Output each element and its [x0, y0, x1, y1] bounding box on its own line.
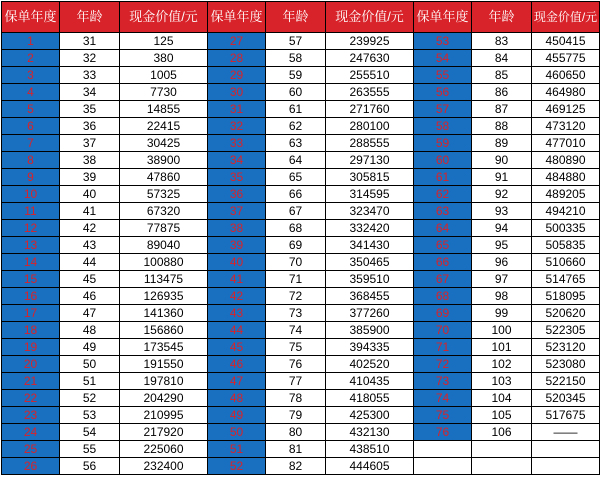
age-cell: [472, 441, 532, 458]
policy-year-cell: 72: [414, 356, 472, 373]
age-cell: 45: [60, 271, 120, 288]
policy-year-cell: 63: [414, 203, 472, 220]
policy-year-cell: 35: [208, 169, 266, 186]
table-row: [2, 339, 600, 356]
cash-value-cell: 113475: [120, 271, 208, 288]
cash-value-cell: 418055: [326, 390, 414, 407]
age-cell: 52: [60, 390, 120, 407]
table-row: [2, 50, 600, 67]
age-cell: 49: [60, 339, 120, 356]
policy-year-cell: 30: [208, 84, 266, 101]
age-cell: 104: [472, 390, 532, 407]
age-cell: 62: [266, 118, 326, 135]
cash-value-cell: 125: [120, 33, 208, 50]
cash-value-cell: 38900: [120, 152, 208, 169]
table-row: [2, 441, 600, 458]
table-row: [2, 424, 600, 441]
table-row: [2, 322, 600, 339]
policy-year-cell: 44: [208, 322, 266, 339]
cash-value-cell: 314595: [326, 186, 414, 203]
cash-value-cell: 100880: [120, 254, 208, 271]
age-cell: 96: [472, 254, 532, 271]
age-cell: 34: [60, 84, 120, 101]
age-cell: 85: [472, 67, 532, 84]
cash-value-cell: 323470: [326, 203, 414, 220]
age-cell: 97: [472, 271, 532, 288]
age-cell: 35: [60, 101, 120, 118]
policy-year-cell: 24: [2, 424, 60, 441]
age-cell: 56: [60, 458, 120, 475]
age-cell: 65: [266, 169, 326, 186]
cash-value-cell: 510660: [532, 254, 600, 271]
table-row: [2, 33, 600, 50]
policy-year-cell: 62: [414, 186, 472, 203]
policy-year-cell: 59: [414, 135, 472, 152]
cash-value-cell: 480890: [532, 152, 600, 169]
table-row: [2, 305, 600, 322]
cash-value-cell: 489205: [532, 186, 600, 203]
policy-year-cell: 60: [414, 152, 472, 169]
age-cell: 86: [472, 84, 532, 101]
table-row: [2, 186, 600, 203]
age-cell: 38: [60, 152, 120, 169]
policy-year-cell: 16: [2, 288, 60, 305]
policy-year-cell: 76: [414, 424, 472, 441]
age-cell: 73: [266, 305, 326, 322]
age-cell: 106: [472, 424, 532, 441]
age-cell: 79: [266, 407, 326, 424]
cash-value-cell: 410435: [326, 373, 414, 390]
age-cell: 103: [472, 373, 532, 390]
table-row: [2, 169, 600, 186]
policy-year-cell: 8: [2, 152, 60, 169]
age-cell: 37: [60, 135, 120, 152]
cash-value-cell: 520620: [532, 305, 600, 322]
age-cell: 51: [60, 373, 120, 390]
cash-value-cell: ——: [532, 424, 600, 441]
age-cell: 47: [60, 305, 120, 322]
table-row: [2, 203, 600, 220]
cash-value-cell: 341430: [326, 237, 414, 254]
policy-year-cell: 29: [208, 67, 266, 84]
age-cell: 44: [60, 254, 120, 271]
policy-year-cell: 18: [2, 322, 60, 339]
cash-value-cell: 22415: [120, 118, 208, 135]
policy-year-cell: 2: [2, 50, 60, 67]
cash-value-cell: 204290: [120, 390, 208, 407]
cash-value-cell: 432130: [326, 424, 414, 441]
cash-value-cell: 210995: [120, 407, 208, 424]
policy-year-cell: 10: [2, 186, 60, 203]
policy-year-cell: 28: [208, 50, 266, 67]
policy-year-cell: 49: [208, 407, 266, 424]
policy-year-cell: [414, 458, 472, 475]
cash-value-cell: 7730: [120, 84, 208, 101]
age-cell: 78: [266, 390, 326, 407]
cash-value-cell: 197810: [120, 373, 208, 390]
age-cell: 71: [266, 271, 326, 288]
policy-year-cell: [414, 441, 472, 458]
cash-value-cell: 156860: [120, 322, 208, 339]
cash-value-cell: 288555: [326, 135, 414, 152]
policy-year-cell: 51: [208, 441, 266, 458]
cash-value-cell: 477010: [532, 135, 600, 152]
table-row: [2, 271, 600, 288]
cash-value-cell: 368455: [326, 288, 414, 305]
age-cell: 105: [472, 407, 532, 424]
policy-year-cell: 1: [2, 33, 60, 50]
age-cell: 41: [60, 203, 120, 220]
table-body: [2, 33, 600, 475]
cash-value-cell: 141360: [120, 305, 208, 322]
cash-value-cell: 494210: [532, 203, 600, 220]
policy-year-cell: 7: [2, 135, 60, 152]
cash-value-cell: [532, 441, 600, 458]
cash-value-cell: 473120: [532, 118, 600, 135]
table-row: [2, 288, 600, 305]
cash-value-cell: 500335: [532, 220, 600, 237]
cash-value-cell: 280100: [326, 118, 414, 135]
cash-value-cell: 297130: [326, 152, 414, 169]
age-cell: 48: [60, 322, 120, 339]
age-cell: 84: [472, 50, 532, 67]
age-cell: 60: [266, 84, 326, 101]
policy-year-cell: 3: [2, 67, 60, 84]
table-row: [2, 237, 600, 254]
policy-year-cell: 47: [208, 373, 266, 390]
cash-value-cell: 455775: [532, 50, 600, 67]
policy-year-cell: 22: [2, 390, 60, 407]
cash-value-cell: 359510: [326, 271, 414, 288]
policy-year-cell: 50: [208, 424, 266, 441]
header-age: 年龄: [472, 2, 532, 33]
age-cell: 61: [266, 101, 326, 118]
age-cell: 100: [472, 322, 532, 339]
cash-value-cell: 191550: [120, 356, 208, 373]
policy-year-cell: 13: [2, 237, 60, 254]
age-cell: 46: [60, 288, 120, 305]
age-cell: 59: [266, 67, 326, 84]
cash-value-cell: 126935: [120, 288, 208, 305]
table-row: [2, 254, 600, 271]
cash-value-cell: 522305: [532, 322, 600, 339]
table-row: [2, 135, 600, 152]
cash-value-cell: 444605: [326, 458, 414, 475]
age-cell: 76: [266, 356, 326, 373]
header-policy-year: 保单年度: [414, 2, 472, 33]
table-row: [2, 407, 600, 424]
table-row: [2, 356, 600, 373]
policy-year-cell: 46: [208, 356, 266, 373]
age-cell: 80: [266, 424, 326, 441]
policy-year-cell: 68: [414, 288, 472, 305]
cash-value-cell: 247630: [326, 50, 414, 67]
cash-value-cell: 232400: [120, 458, 208, 475]
age-cell: 88: [472, 118, 532, 135]
age-cell: 92: [472, 186, 532, 203]
policy-year-cell: 42: [208, 288, 266, 305]
policy-year-cell: 40: [208, 254, 266, 271]
age-cell: 74: [266, 322, 326, 339]
cash-value-cell: 14855: [120, 101, 208, 118]
age-cell: 40: [60, 186, 120, 203]
cash-value-cell: 425300: [326, 407, 414, 424]
header-row: [2, 2, 600, 33]
policy-year-cell: 6: [2, 118, 60, 135]
age-cell: 69: [266, 237, 326, 254]
cash-value-cell: 30425: [120, 135, 208, 152]
cash-value-cell: 505835: [532, 237, 600, 254]
policy-year-cell: 52: [208, 458, 266, 475]
cash-value-cell: [532, 458, 600, 475]
policy-year-cell: 55: [414, 67, 472, 84]
policy-year-cell: 57: [414, 101, 472, 118]
header-cash-value: 现金价值/元: [532, 2, 600, 33]
age-cell: 83: [472, 33, 532, 50]
header-cash-value: 现金价值/元: [120, 2, 208, 33]
policy-year-cell: 39: [208, 237, 266, 254]
cash-value-cell: 518095: [532, 288, 600, 305]
age-cell: 87: [472, 101, 532, 118]
cash-value-cell: 523120: [532, 339, 600, 356]
age-cell: 67: [266, 203, 326, 220]
table-row: [2, 458, 600, 475]
cash-value-cell: 67320: [120, 203, 208, 220]
age-cell: 95: [472, 237, 532, 254]
cash-value-cell: 217920: [120, 424, 208, 441]
policy-year-cell: 12: [2, 220, 60, 237]
cash-value-cell: 47860: [120, 169, 208, 186]
cash-value-cell: 450415: [532, 33, 600, 50]
policy-year-cell: 48: [208, 390, 266, 407]
cash-value-cell: 271760: [326, 101, 414, 118]
age-cell: 101: [472, 339, 532, 356]
table-row: [2, 101, 600, 118]
policy-year-cell: 66: [414, 254, 472, 271]
policy-year-cell: 4: [2, 84, 60, 101]
cash-value-cell: 438510: [326, 441, 414, 458]
header-policy-year: 保单年度: [2, 2, 60, 33]
policy-year-cell: 73: [414, 373, 472, 390]
cash-value-cell: 522150: [532, 373, 600, 390]
age-cell: 89: [472, 135, 532, 152]
age-cell: 91: [472, 169, 532, 186]
policy-year-cell: 34: [208, 152, 266, 169]
age-cell: 42: [60, 220, 120, 237]
cash-value-cell: 173545: [120, 339, 208, 356]
policy-year-cell: 14: [2, 254, 60, 271]
age-cell: 58: [266, 50, 326, 67]
age-cell: 77: [266, 373, 326, 390]
cash-value-cell: 1005: [120, 67, 208, 84]
cash-value-cell: 350465: [326, 254, 414, 271]
policy-year-cell: 45: [208, 339, 266, 356]
policy-year-cell: 74: [414, 390, 472, 407]
age-cell: 33: [60, 67, 120, 84]
policy-year-cell: 20: [2, 356, 60, 373]
cash-value-cell: 517675: [532, 407, 600, 424]
age-cell: 93: [472, 203, 532, 220]
age-cell: 31: [60, 33, 120, 50]
cash-value-cell: 305815: [326, 169, 414, 186]
age-cell: [472, 458, 532, 475]
policy-year-cell: 61: [414, 169, 472, 186]
policy-year-cell: 69: [414, 305, 472, 322]
policy-year-cell: 23: [2, 407, 60, 424]
policy-year-cell: 41: [208, 271, 266, 288]
age-cell: 50: [60, 356, 120, 373]
policy-year-cell: 17: [2, 305, 60, 322]
policy-year-cell: 58: [414, 118, 472, 135]
age-cell: 68: [266, 220, 326, 237]
table-row: [2, 373, 600, 390]
age-cell: 54: [60, 424, 120, 441]
age-cell: 64: [266, 152, 326, 169]
table-row: [2, 152, 600, 169]
cash-value-cell: 89040: [120, 237, 208, 254]
policy-year-cell: 70: [414, 322, 472, 339]
age-cell: 53: [60, 407, 120, 424]
age-cell: 57: [266, 33, 326, 50]
table-row: [2, 67, 600, 84]
policy-year-cell: 75: [414, 407, 472, 424]
policy-year-cell: 65: [414, 237, 472, 254]
cash-value-cell: 377260: [326, 305, 414, 322]
age-cell: 39: [60, 169, 120, 186]
cash-value-cell: 460650: [532, 67, 600, 84]
policy-year-cell: 33: [208, 135, 266, 152]
age-cell: 82: [266, 458, 326, 475]
policy-year-cell: 56: [414, 84, 472, 101]
age-cell: 72: [266, 288, 326, 305]
policy-year-cell: 64: [414, 220, 472, 237]
age-cell: 90: [472, 152, 532, 169]
cash-value-cell: 332420: [326, 220, 414, 237]
policy-year-cell: 11: [2, 203, 60, 220]
age-cell: 81: [266, 441, 326, 458]
policy-year-cell: 54: [414, 50, 472, 67]
age-cell: 75: [266, 339, 326, 356]
policy-year-cell: 15: [2, 271, 60, 288]
age-cell: 99: [472, 305, 532, 322]
table-row: [2, 118, 600, 135]
age-cell: 36: [60, 118, 120, 135]
policy-year-cell: 19: [2, 339, 60, 356]
policy-year-cell: 53: [414, 33, 472, 50]
cash-value-cell: 263555: [326, 84, 414, 101]
policy-year-cell: 9: [2, 169, 60, 186]
policy-year-cell: 71: [414, 339, 472, 356]
policy-year-cell: 26: [2, 458, 60, 475]
age-cell: 94: [472, 220, 532, 237]
cash-value-cell: 225060: [120, 441, 208, 458]
table-row: [2, 390, 600, 407]
policy-year-cell: 5: [2, 101, 60, 118]
cash-value-cell: 77875: [120, 220, 208, 237]
header-cash-value: 现金价值/元: [326, 2, 414, 33]
policy-year-cell: 25: [2, 441, 60, 458]
cash-value-cell: 239925: [326, 33, 414, 50]
cash-value-cell: 255510: [326, 67, 414, 84]
age-cell: 43: [60, 237, 120, 254]
cash-value-cell: 394335: [326, 339, 414, 356]
cash-value-cell: 57325: [120, 186, 208, 203]
policy-year-cell: 32: [208, 118, 266, 135]
age-cell: 55: [60, 441, 120, 458]
cash-value-table: [1, 1, 600, 475]
policy-year-cell: 43: [208, 305, 266, 322]
age-cell: 66: [266, 186, 326, 203]
cash-value-cell: 402520: [326, 356, 414, 373]
cash-value-cell: 514765: [532, 271, 600, 288]
policy-year-cell: 27: [208, 33, 266, 50]
policy-year-cell: 38: [208, 220, 266, 237]
age-cell: 102: [472, 356, 532, 373]
policy-year-cell: 36: [208, 186, 266, 203]
table-row: [2, 84, 600, 101]
age-cell: 98: [472, 288, 532, 305]
cash-value-cell: 469125: [532, 101, 600, 118]
age-cell: 32: [60, 50, 120, 67]
cash-value-cell: 380: [120, 50, 208, 67]
header-age: 年龄: [60, 2, 120, 33]
cash-value-cell: 523080: [532, 356, 600, 373]
cash-value-cell: 520345: [532, 390, 600, 407]
policy-year-cell: 37: [208, 203, 266, 220]
header-age: 年龄: [266, 2, 326, 33]
policy-year-cell: 31: [208, 101, 266, 118]
cash-value-cell: 484880: [532, 169, 600, 186]
cash-value-cell: 385900: [326, 322, 414, 339]
age-cell: 63: [266, 135, 326, 152]
table-row: [2, 220, 600, 237]
policy-year-cell: 67: [414, 271, 472, 288]
policy-year-cell: 21: [2, 373, 60, 390]
header-policy-year: 保单年度: [208, 2, 266, 33]
cash-value-cell: 464980: [532, 84, 600, 101]
age-cell: 70: [266, 254, 326, 271]
